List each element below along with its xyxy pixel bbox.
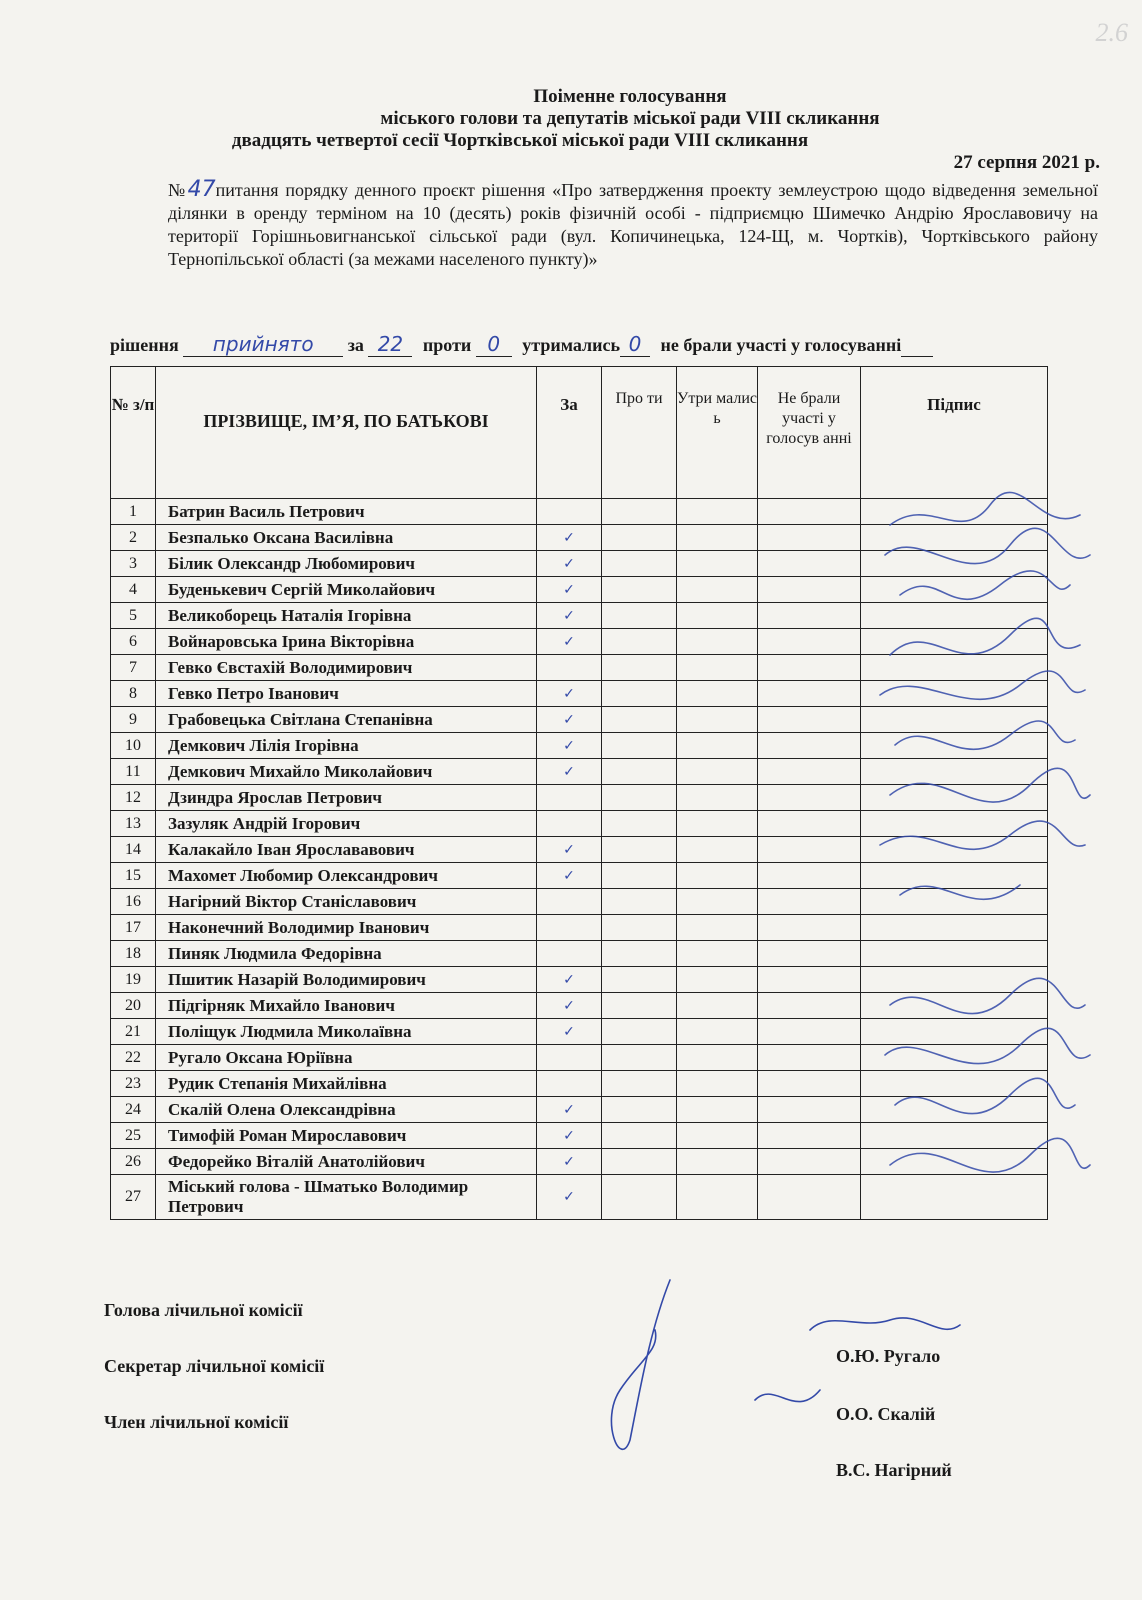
row-number: 11 xyxy=(111,759,156,785)
against-label: проти xyxy=(422,335,472,355)
vote-absent-cell xyxy=(758,577,861,603)
session-date: 27 серпня 2021 р. xyxy=(953,152,1100,173)
vote-absent-cell xyxy=(758,915,861,941)
vote-against-cell xyxy=(602,733,677,759)
vote-abstain-cell xyxy=(677,993,758,1019)
vote-against-cell xyxy=(602,1149,677,1175)
member-name: Дзиндра Ярослав Петрович xyxy=(156,785,537,811)
header-abstain: Утри малис ь xyxy=(677,367,758,499)
chair-name: О.Ю. Ругало xyxy=(836,1346,941,1366)
member-name: Великоборець Наталія Ігорівна xyxy=(156,603,537,629)
vote-against-cell xyxy=(602,1123,677,1149)
for-count: 22 xyxy=(368,332,412,357)
absent-label: не брали участі у голосуванні xyxy=(660,335,902,355)
abstain-label: утримались xyxy=(522,335,620,355)
vote-for-mark xyxy=(537,889,602,915)
member-name: Войнаровська Ірина Вікторівна xyxy=(156,629,537,655)
vote-against-cell xyxy=(602,993,677,1019)
vote-abstain-cell xyxy=(677,551,758,577)
row-number: 3 xyxy=(111,551,156,577)
vote-against-cell xyxy=(602,863,677,889)
vote-abstain-cell xyxy=(677,681,758,707)
vote-for-mark: ✓ xyxy=(537,759,602,785)
vote-absent-cell xyxy=(758,629,861,655)
vote-absent-cell xyxy=(758,707,861,733)
vote-for-mark xyxy=(537,499,602,525)
vote-abstain-cell xyxy=(677,915,758,941)
vote-absent-cell xyxy=(758,1175,861,1220)
vote-abstain-cell xyxy=(677,1071,758,1097)
vote-against-cell xyxy=(602,1019,677,1045)
vote-abstain-cell xyxy=(677,1097,758,1123)
title-line-1: Поіменне голосування xyxy=(533,86,727,107)
vote-abstain-cell xyxy=(677,889,758,915)
row-number: 1 xyxy=(111,499,156,525)
vote-absent-cell xyxy=(758,759,861,785)
vote-abstain-cell xyxy=(677,1123,758,1149)
vote-for-mark xyxy=(537,1045,602,1071)
vote-against-cell xyxy=(602,915,677,941)
vote-absent-cell xyxy=(758,889,861,915)
vote-abstain-cell xyxy=(677,1019,758,1045)
vote-against-cell xyxy=(602,1097,677,1123)
vote-abstain-cell xyxy=(677,967,758,993)
member-name: Скалій Олена Олександрівна xyxy=(156,1097,537,1123)
vote-abstain-cell xyxy=(677,499,758,525)
vote-absent-cell xyxy=(758,1097,861,1123)
vote-against-cell xyxy=(602,785,677,811)
vote-for-mark: ✓ xyxy=(537,707,602,733)
vote-absent-cell xyxy=(758,733,861,759)
member-label: Член лічильної комісії xyxy=(104,1412,289,1432)
vote-for-mark: ✓ xyxy=(537,837,602,863)
member-name: В.С. Нагірний xyxy=(836,1460,952,1480)
vote-for-mark: ✓ xyxy=(537,993,602,1019)
secretary-label: Секретар лічильної комісії xyxy=(104,1356,325,1376)
vote-absent-cell xyxy=(758,967,861,993)
vote-for-mark: ✓ xyxy=(537,733,602,759)
vote-absent-cell xyxy=(758,655,861,681)
member-name: Демкович Лілія Ігорівна xyxy=(156,733,537,759)
row-number: 7 xyxy=(111,655,156,681)
vote-abstain-cell xyxy=(677,577,758,603)
row-number: 18 xyxy=(111,941,156,967)
vote-for-mark: ✓ xyxy=(537,681,602,707)
row-number: 2 xyxy=(111,525,156,551)
vote-for-mark: ✓ xyxy=(537,1149,602,1175)
commission-signatures xyxy=(560,1270,1040,1470)
member-name: Демкович Михайло Миколайович xyxy=(156,759,537,785)
row-number: 20 xyxy=(111,993,156,1019)
vote-against-cell xyxy=(602,811,677,837)
vote-abstain-cell xyxy=(677,707,758,733)
vote-for-mark: ✓ xyxy=(537,1175,602,1220)
member-name: Грабовецька Світлана Степанівна xyxy=(156,707,537,733)
member-name: Буденькевич Сергій Миколайович xyxy=(156,577,537,603)
vote-absent-cell xyxy=(758,1045,861,1071)
member-name: Поліщук Людмила Миколаївна xyxy=(156,1019,537,1045)
vote-against-cell xyxy=(602,941,677,967)
vote-against-cell xyxy=(602,1175,677,1220)
member-name: Батрин Василь Петрович xyxy=(156,499,537,525)
vote-for-mark xyxy=(537,941,602,967)
vote-against-cell xyxy=(602,525,677,551)
vote-against-cell xyxy=(602,1071,677,1097)
table-header-row xyxy=(111,367,1048,499)
member-name: Махомет Любомир Олександрович xyxy=(156,863,537,889)
vote-against-cell xyxy=(602,603,677,629)
vote-for-mark: ✓ xyxy=(537,1123,602,1149)
member-name: Пшитик Назарій Володимирович xyxy=(156,967,537,993)
vote-absent-cell xyxy=(758,525,861,551)
vote-absent-cell xyxy=(758,1123,861,1149)
vote-against-cell xyxy=(602,889,677,915)
item-number-prefix: № xyxy=(168,180,188,200)
against-count: 0 xyxy=(476,332,512,357)
vote-for-mark xyxy=(537,785,602,811)
agenda-item xyxy=(168,178,1098,271)
vote-absent-cell xyxy=(758,1019,861,1045)
title-line-3: двадцять четвертої сесії Чортківської міської ради VIII скликання xyxy=(231,130,809,151)
vote-abstain-cell xyxy=(677,759,758,785)
vote-abstain-cell xyxy=(677,1149,758,1175)
vote-against-cell xyxy=(602,499,677,525)
vote-absent-cell xyxy=(758,785,861,811)
vote-for-mark: ✓ xyxy=(537,525,602,551)
vote-against-cell xyxy=(602,577,677,603)
member-name: Калакайло Іван Ярослававович xyxy=(156,837,537,863)
vote-for-mark: ✓ xyxy=(537,863,602,889)
vote-abstain-cell xyxy=(677,655,758,681)
row-number: 23 xyxy=(111,1071,156,1097)
vote-for-mark: ✓ xyxy=(537,1019,602,1045)
vote-for-mark: ✓ xyxy=(537,577,602,603)
vote-for-mark: ✓ xyxy=(537,551,602,577)
member-name: Міський голова - Шматько Володимир Петрович xyxy=(156,1175,537,1220)
member-name: Тимофій Роман Мирославович xyxy=(156,1123,537,1149)
vote-for-mark: ✓ xyxy=(537,1097,602,1123)
vote-for-mark: ✓ xyxy=(537,629,602,655)
member-name: Гевко Петро Іванович xyxy=(156,681,537,707)
vote-absent-cell xyxy=(758,837,861,863)
vote-abstain-cell xyxy=(677,733,758,759)
vote-against-cell xyxy=(602,681,677,707)
abstain-count: 0 xyxy=(620,332,650,357)
vote-absent-cell xyxy=(758,863,861,889)
vote-against-cell xyxy=(602,1045,677,1071)
member-name: Нагірний Віктор Станіславович xyxy=(156,889,537,915)
row-number: 15 xyxy=(111,863,156,889)
row-number: 24 xyxy=(111,1097,156,1123)
row-number: 10 xyxy=(111,733,156,759)
row-number: 13 xyxy=(111,811,156,837)
vote-against-cell xyxy=(602,629,677,655)
item-number-handwritten: 47 xyxy=(187,177,216,202)
row-number: 12 xyxy=(111,785,156,811)
member-name: Наконечний Володимир Іванович xyxy=(156,915,537,941)
row-number: 19 xyxy=(111,967,156,993)
member-name: Гевко Євстахій Володимирович xyxy=(156,655,537,681)
member-name: Пиняк Людмила Федорівна xyxy=(156,941,537,967)
vote-absent-cell xyxy=(758,941,861,967)
vote-abstain-cell xyxy=(677,1175,758,1220)
vote-absent-cell xyxy=(758,1071,861,1097)
vote-absent-cell xyxy=(758,603,861,629)
row-number: 25 xyxy=(111,1123,156,1149)
row-number: 4 xyxy=(111,577,156,603)
vote-for-mark xyxy=(537,915,602,941)
vote-against-cell xyxy=(602,551,677,577)
vote-absent-cell xyxy=(758,1149,861,1175)
vote-absent-cell xyxy=(758,681,861,707)
vote-absent-cell xyxy=(758,499,861,525)
vote-against-cell xyxy=(602,707,677,733)
vote-against-cell xyxy=(602,655,677,681)
vote-against-cell xyxy=(602,967,677,993)
row-number: 17 xyxy=(111,915,156,941)
header-against: Про ти xyxy=(602,367,677,499)
vote-absent-cell xyxy=(758,993,861,1019)
member-name: Ругало Оксана Юріївна xyxy=(156,1045,537,1071)
header-for: За xyxy=(537,367,602,499)
row-number: 27 xyxy=(111,1175,156,1220)
vote-for-mark xyxy=(537,655,602,681)
item-text: питання порядку денного проєкт рішення «Про затвердження проекту землеустрою щодо відведення земельної ділянки в оренду терміном на 10 (десять) років фізичній особі - підприємцю Шимечко Андрію Ярославовичу на території Горішньовигнанської сільської ради (вул. Копичинецька, 124-Щ, м. Чортків), Чортківського району Тернопільської області (за межами населеного пункту)» xyxy=(168,180,1098,269)
row-number: 5 xyxy=(111,603,156,629)
vote-abstain-cell xyxy=(677,1045,758,1071)
vote-abstain-cell xyxy=(677,941,758,967)
row-number: 8 xyxy=(111,681,156,707)
header-signature: Підпис xyxy=(861,367,1048,499)
vote-abstain-cell xyxy=(677,863,758,889)
vote-for-mark: ✓ xyxy=(537,967,602,993)
vote-for-mark xyxy=(537,1071,602,1097)
row-number: 21 xyxy=(111,1019,156,1045)
title-line-2: міського голови та депутатів міської ради VIII скликання xyxy=(380,108,880,129)
vote-against-cell xyxy=(602,837,677,863)
vote-abstain-cell xyxy=(677,837,758,863)
decision-line xyxy=(110,332,1100,357)
vote-abstain-cell xyxy=(677,525,758,551)
member-name: Безпалько Оксана Василівна xyxy=(156,525,537,551)
decision-result: прийнято xyxy=(183,332,343,357)
vote-for-mark: ✓ xyxy=(537,603,602,629)
vote-abstain-cell xyxy=(677,811,758,837)
row-number: 16 xyxy=(111,889,156,915)
page-corner-mark: 2.6 xyxy=(1095,18,1128,47)
row-number: 9 xyxy=(111,707,156,733)
header-absent: Не брали участі у голосув анні xyxy=(758,367,861,499)
row-number: 22 xyxy=(111,1045,156,1071)
member-name: Рудик Степанія Михайлівна xyxy=(156,1071,537,1097)
row-number: 26 xyxy=(111,1149,156,1175)
member-name: Білик Олександр Любомирович xyxy=(156,551,537,577)
row-number: 14 xyxy=(111,837,156,863)
absent-count-blank xyxy=(901,335,933,357)
vote-abstain-cell xyxy=(677,629,758,655)
vote-for-mark xyxy=(537,811,602,837)
member-name: Федорейко Віталій Анатолійович xyxy=(156,1149,537,1175)
vote-abstain-cell xyxy=(677,603,758,629)
vote-against-cell xyxy=(602,759,677,785)
secretary-name: О.О. Скалій xyxy=(836,1404,936,1424)
member-name: Зазуляк Андрій Ігорович xyxy=(156,811,537,837)
decision-label: рішення xyxy=(110,335,179,355)
for-label: за xyxy=(347,335,364,355)
row-number: 6 xyxy=(111,629,156,655)
vote-absent-cell xyxy=(758,551,861,577)
chair-label: Голова лічильної комісії xyxy=(104,1300,303,1320)
signature-scribbles xyxy=(870,485,1100,1255)
vote-absent-cell xyxy=(758,811,861,837)
header-name: ПРІЗВИЩЕ, ІМ’Я, ПО БАТЬКОВІ xyxy=(156,367,537,499)
member-name: Підгірняк Михайло Іванович xyxy=(156,993,537,1019)
vote-abstain-cell xyxy=(677,785,758,811)
header-num: № з/п xyxy=(111,367,156,499)
